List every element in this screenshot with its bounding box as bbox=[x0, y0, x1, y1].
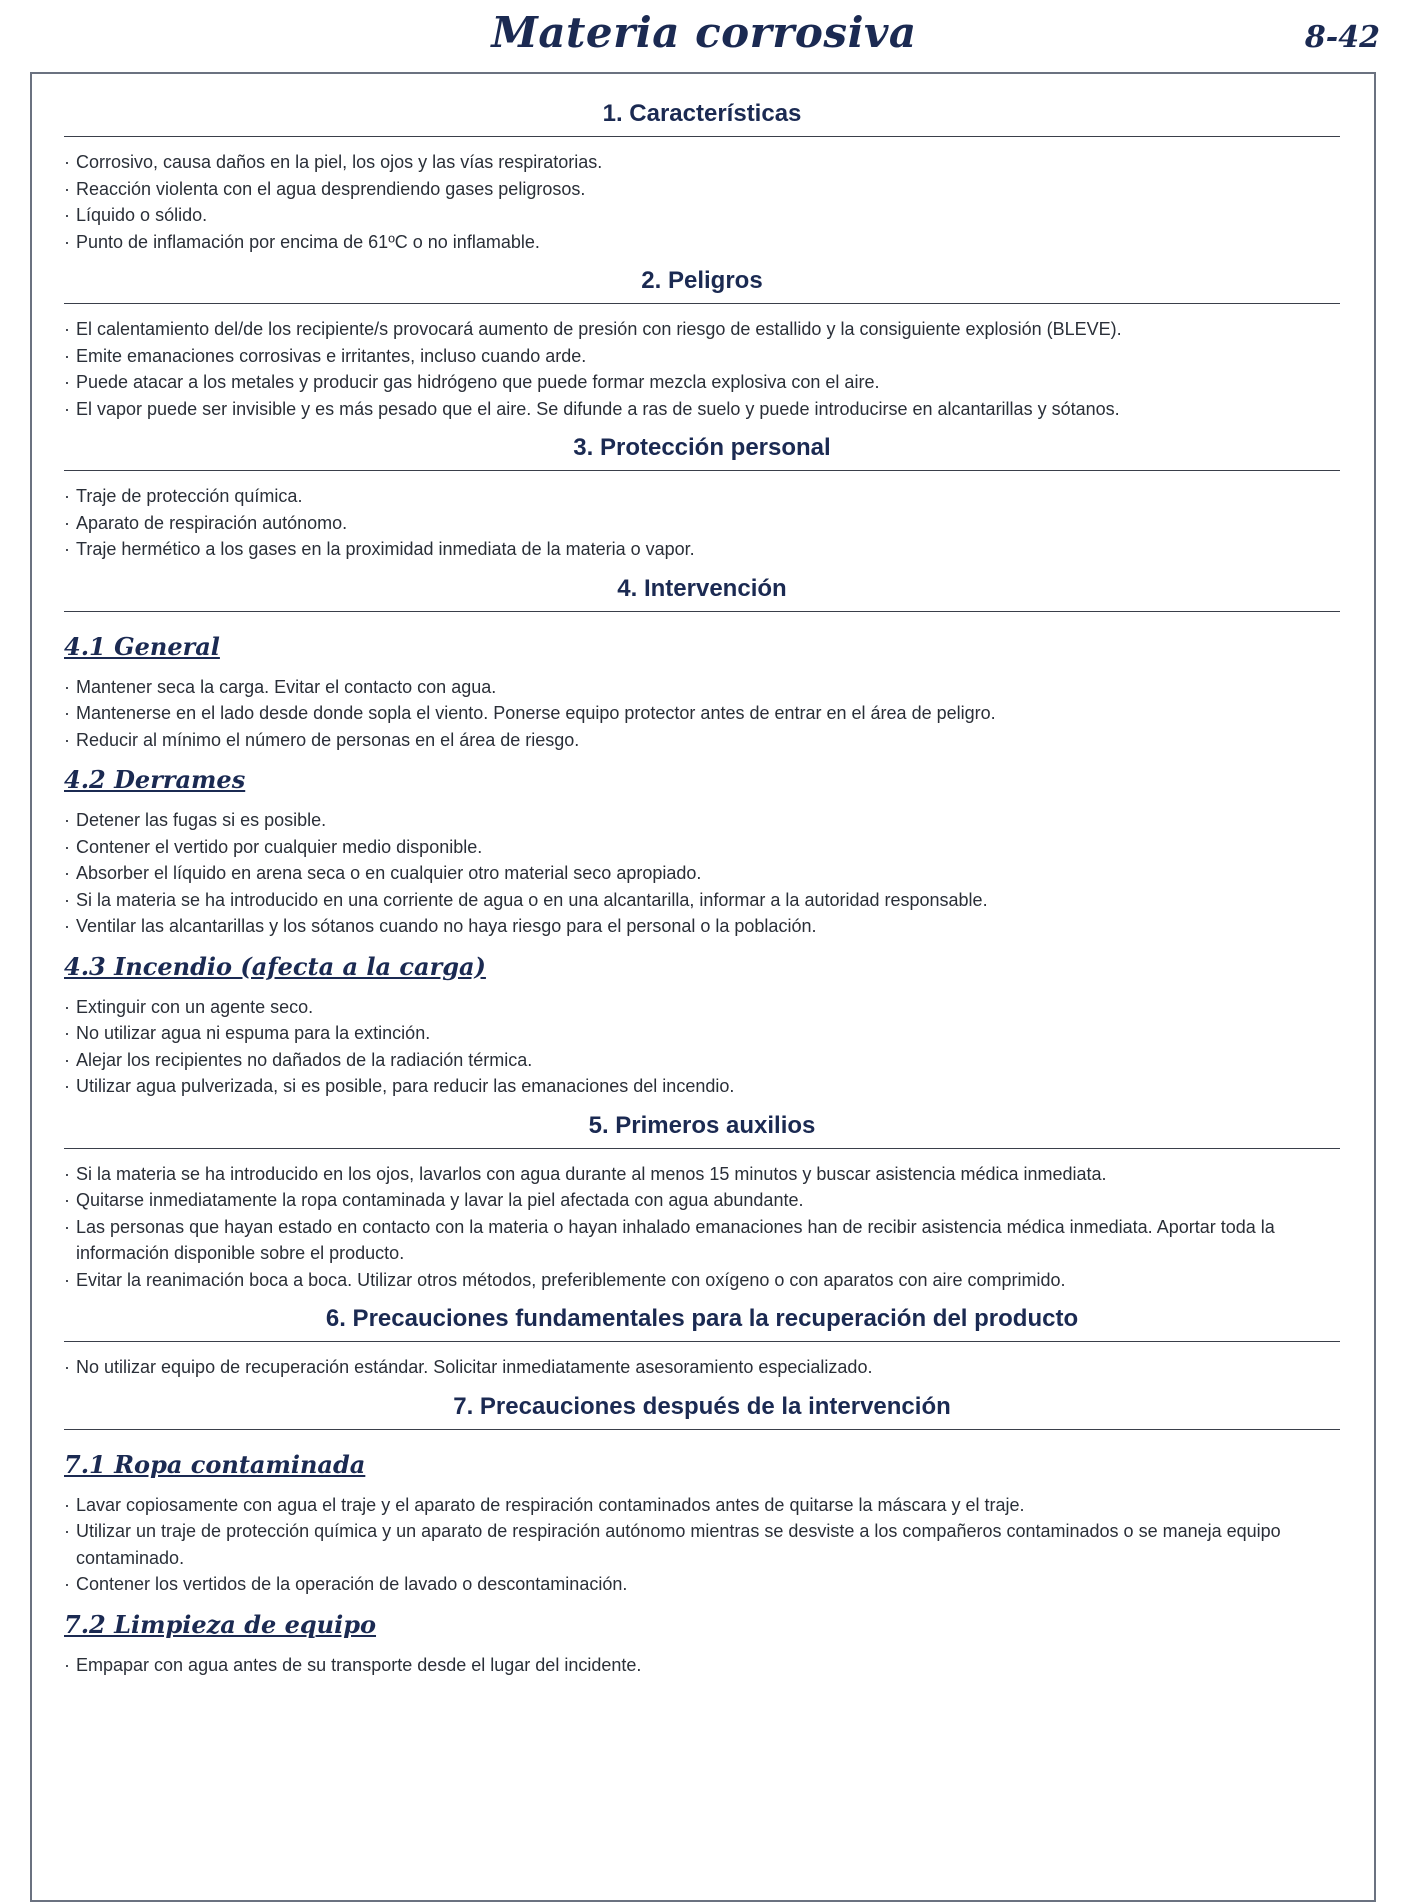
page-number: 8-42 bbox=[1304, 20, 1380, 55]
list-item: · Contener los vertidos de la operación de lavado o descontaminación. bbox=[64, 1571, 1340, 1598]
section-primeros-auxilios bbox=[64, 1110, 1340, 1294]
list-item: · Quitarse inmediatamente la ropa contaminada y lavar la piel afectada con agua abundante. bbox=[64, 1187, 1340, 1214]
list-item: · Emite emanaciones corrosivas e irritantes, incluso cuando arde. bbox=[64, 343, 1340, 370]
subsection-title: 4.2 Derrames bbox=[64, 765, 246, 794]
subsection-title: 4.1 General bbox=[64, 631, 220, 661]
section-recuperacion-producto bbox=[64, 1303, 1340, 1381]
list-item: · Evitar la reanimación boca a boca. Utilizar otros métodos, preferiblemente con oxígeno o con aparatos con aire comprimido. bbox=[64, 1267, 1340, 1294]
list-item: · Puede atacar a los metales y producir gas hidrógeno que puede formar mezcla explosiva con el aire. bbox=[64, 369, 1340, 396]
section-title: 4. Intervención bbox=[64, 573, 1340, 612]
list-item: · Punto de inflamación por encima de 61ºC o no inflamable. bbox=[64, 229, 1340, 256]
item-list bbox=[64, 674, 1340, 754]
list-item: · Corrosivo, causa daños en la piel, los ojos y las vías respiratorias. bbox=[64, 149, 1340, 176]
list-item: · Alejar los recipientes no dañados de la radiación térmica. bbox=[64, 1047, 1340, 1074]
item-list bbox=[64, 483, 1340, 563]
list-item: · Si la materia se ha introducido en una corriente de agua o en una alcantarilla, informar a la autoridad responsable. bbox=[64, 887, 1340, 914]
list-item: · Reducir al mínimo el número de personas en el área de riesgo. bbox=[64, 727, 1340, 754]
page-header bbox=[0, 0, 1408, 68]
list-item: · Traje hermético a los gases en la proximidad inmediata de la materia o vapor. bbox=[64, 536, 1340, 563]
subsection-title: 7.2 Limpieza de equipo bbox=[64, 1609, 377, 1639]
document-body bbox=[64, 98, 1340, 1688]
section-title: 2. Peligros bbox=[64, 265, 1340, 304]
section-title: 3. Protección personal bbox=[64, 432, 1340, 471]
list-item: · Reacción violenta con el agua desprendiendo gases peligrosos. bbox=[64, 176, 1340, 203]
list-item: · El calentamiento del/de los recipiente/s provocará aumento de presión con riesgo de estallido y la consiguiente explosión (BLEVE). bbox=[64, 316, 1340, 343]
list-item: · Las personas que hayan estado en contacto con la materia o hayan inhalado emanaciones han de recibir asistencia médica inmediata. Aportar toda la información disponible sobre el producto. bbox=[64, 1214, 1340, 1267]
list-item: · Detener las fugas si es posible. bbox=[64, 807, 1340, 834]
list-item: · Utilizar un traje de protección química y un aparato de respiración autónomo mientras se desviste a los compañeros contaminados o se maneja equipo contaminado. bbox=[64, 1518, 1340, 1571]
list-item: · Contener el vertido por cualquier medio disponible. bbox=[64, 834, 1340, 861]
item-list bbox=[64, 1161, 1340, 1294]
section-peligros bbox=[64, 265, 1340, 422]
list-item: · Mantener seca la carga. Evitar el contacto con agua. bbox=[64, 674, 1340, 701]
section-title: 5. Primeros auxilios bbox=[64, 1110, 1340, 1149]
list-item: · Absorber el líquido en arena seca o en cualquier otro material seco apropiado. bbox=[64, 860, 1340, 887]
item-list bbox=[64, 316, 1340, 422]
item-list bbox=[64, 1492, 1340, 1598]
list-item: · No utilizar agua ni espuma para la extinción. bbox=[64, 1020, 1340, 1047]
page-title: Materia corrosiva bbox=[491, 8, 917, 57]
list-item: · No utilizar equipo de recuperación estándar. Solicitar inmediatamente asesoramiento especializado. bbox=[64, 1354, 1340, 1381]
list-item: · Aparato de respiración autónomo. bbox=[64, 510, 1340, 537]
subsection-title: 7.1 Ropa contaminada bbox=[64, 1449, 366, 1479]
list-item: · Lavar copiosamente con agua el traje y el aparato de respiración contaminados antes de quitarse la máscara y el traje. bbox=[64, 1492, 1340, 1519]
list-item: · El vapor puede ser invisible y es más pesado que el aire. Se difunde a ras de suelo y puede introducirse en alcantarillas y sótanos. bbox=[64, 396, 1340, 423]
section-intervencion bbox=[64, 573, 1340, 1100]
section-proteccion-personal bbox=[64, 432, 1340, 563]
section-title: 1. Características bbox=[64, 98, 1340, 137]
item-list bbox=[64, 807, 1340, 940]
section-caracteristicas bbox=[64, 98, 1340, 255]
list-item: · Líquido o sólido. bbox=[64, 202, 1340, 229]
list-item: · Traje de protección química. bbox=[64, 483, 1340, 510]
list-item: · Extinguir con un agente seco. bbox=[64, 994, 1340, 1021]
section-title: 6. Precauciones fundamentales para la recuperación del producto bbox=[64, 1303, 1340, 1342]
subsection-title: 4.3 Incendio (afecta a la carga) bbox=[64, 951, 486, 981]
list-item: · Ventilar las alcantarillas y los sótanos cuando no haya riesgo para el personal o la población. bbox=[64, 913, 1340, 940]
item-list bbox=[64, 149, 1340, 255]
item-list bbox=[64, 994, 1340, 1100]
section-despues-intervencion bbox=[64, 1391, 1340, 1679]
item-list bbox=[64, 1652, 1340, 1679]
list-item: · Si la materia se ha introducido en los ojos, lavarlos con agua durante al menos 15 minutos y buscar asistencia médica inmediata. bbox=[64, 1161, 1340, 1188]
section-title: 7. Precauciones después de la intervención bbox=[64, 1391, 1340, 1430]
list-item: · Utilizar agua pulverizada, si es posible, para reducir las emanaciones del incendio. bbox=[64, 1073, 1340, 1100]
list-item: · Mantenerse en el lado desde donde sopla el viento. Ponerse equipo protector antes de entrar en el área de peligro. bbox=[64, 700, 1340, 727]
item-list bbox=[64, 1354, 1340, 1381]
list-item: · Empapar con agua antes de su transporte desde el lugar del incidente. bbox=[64, 1652, 1340, 1679]
